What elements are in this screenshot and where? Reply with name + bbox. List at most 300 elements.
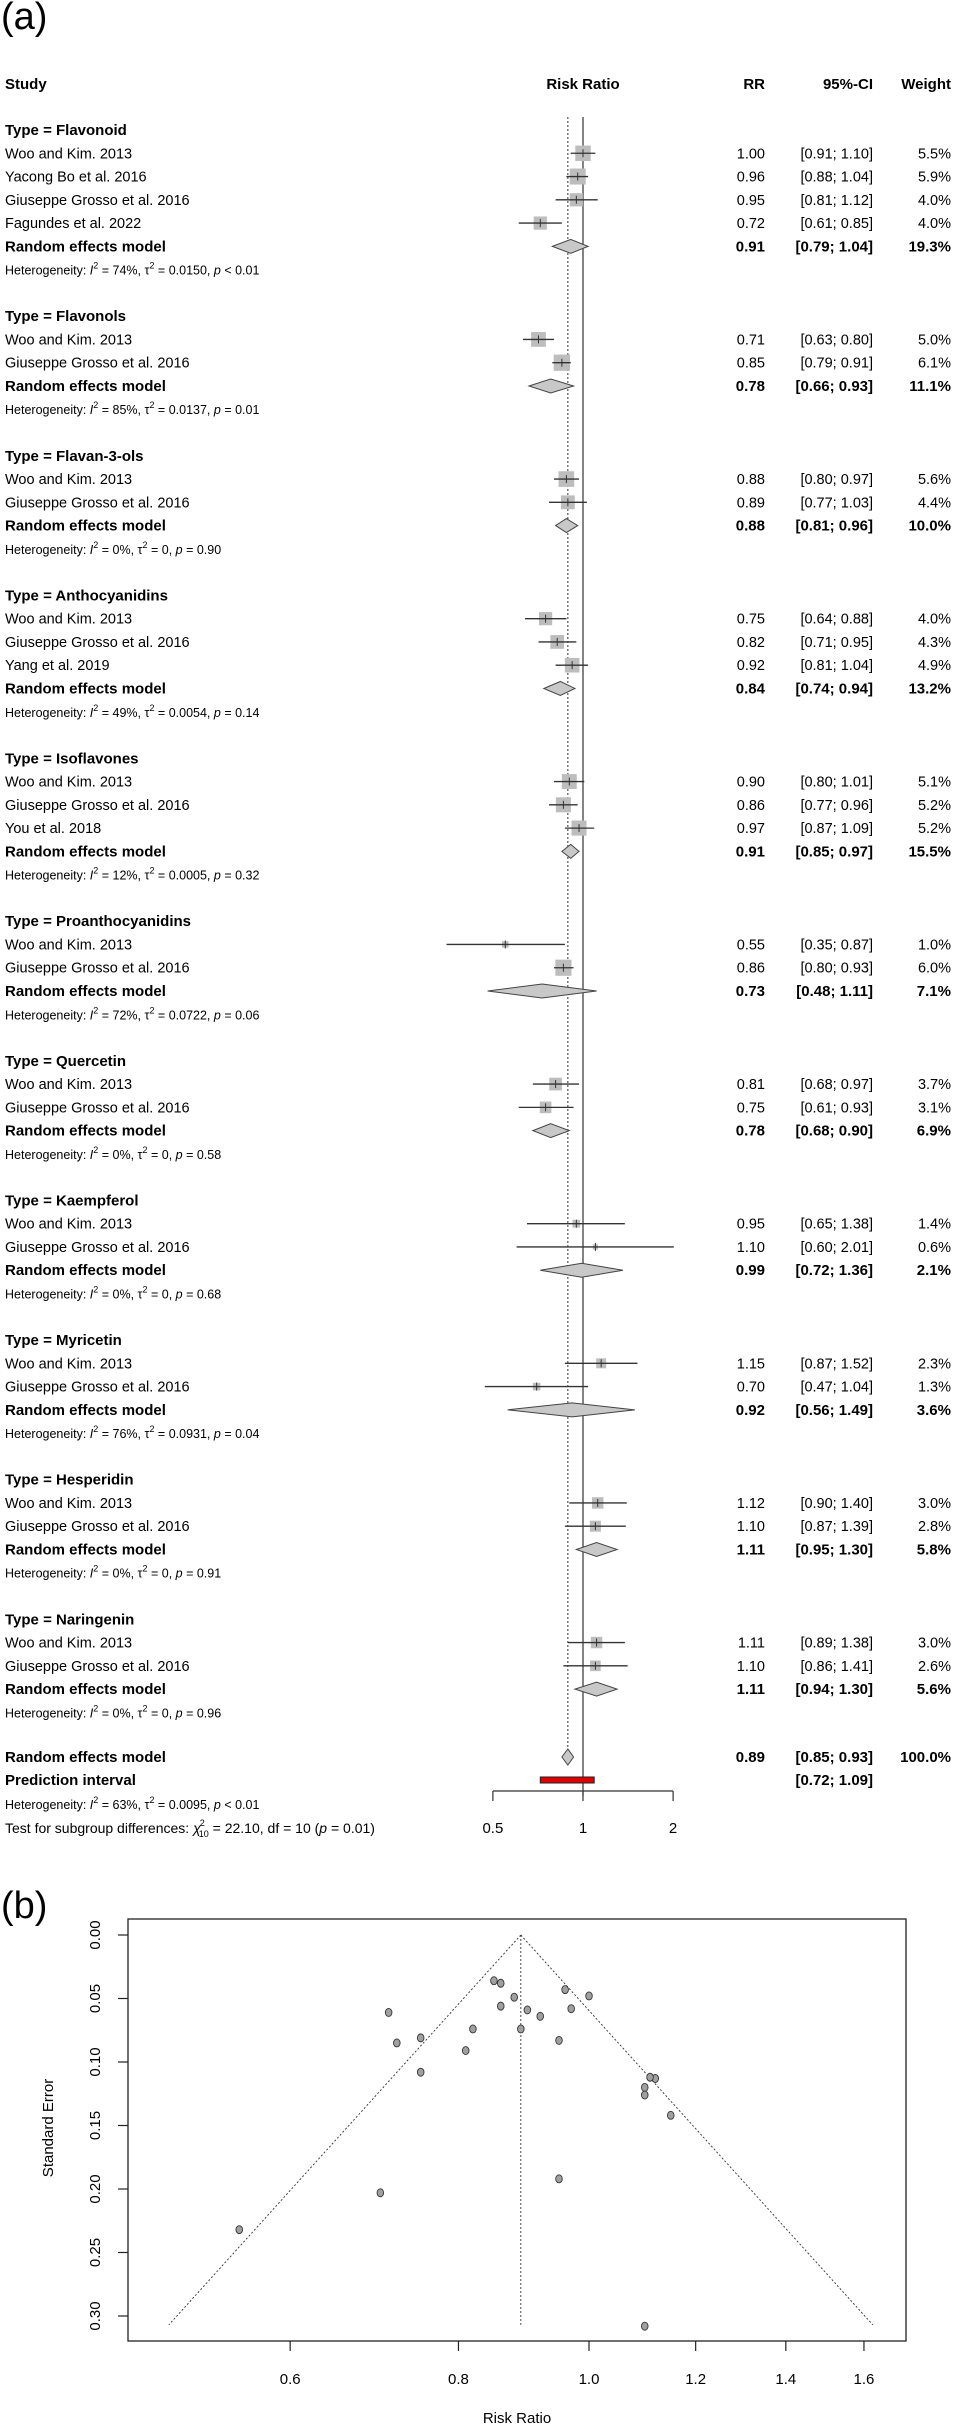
header-rr: RR (743, 76, 765, 93)
subgroup-heterogeneity: Heterogeneity: $I^2 = 0\%$, $\tau^2 = 0$, p = 0.96 (5, 1703, 222, 1721)
study-row (5, 169, 951, 186)
study-rr: 1.12 (736, 1495, 765, 1512)
subgroup-pooled-row (5, 1262, 951, 1279)
funnel-study-point (641, 2091, 648, 2099)
study-row (5, 1100, 951, 1116)
study-name: Woo and Kim. 2013 (5, 1356, 133, 1373)
pooled-label: Random effects model (5, 1122, 166, 1140)
subgroup-heterogeneity: Heterogeneity: $I^2 = 72\%$, $\tau^2 = 0.0722$, p = 0.06 (5, 1005, 260, 1023)
funnel-lines (169, 1935, 873, 2325)
funnel-y-tick-label: 0.05 (87, 1983, 104, 2014)
funnel-study-point (641, 2083, 648, 2091)
study-ci: [0.68; 0.97] (800, 1077, 873, 1094)
study-name: Woo and Kim. 2013 (5, 774, 133, 791)
subgroup-pooled-row (5, 1402, 951, 1419)
study-ci: [0.63; 0.80] (800, 332, 873, 349)
pooled-weight: 5.8% (916, 1541, 951, 1559)
subgroup-heterogeneity: Heterogeneity: $I^2 = 49\%$, $\tau^2 = 0.0054$, p = 0.14 (5, 702, 260, 720)
funnel-plot (40, 1919, 906, 2427)
forest-reference-lines (568, 117, 583, 1796)
subgroup-pooled-row (5, 378, 951, 395)
study-row (5, 937, 951, 953)
funnel-study-point (562, 1986, 569, 1994)
funnel-x-tick-label: 1.4 (775, 2371, 797, 2388)
study-row (5, 821, 951, 838)
study-ci: [0.81; 1.12] (800, 192, 873, 209)
subgroup-header: Type = Myricetin (5, 1332, 122, 1350)
study-rr: 0.95 (736, 192, 765, 209)
pooled-weight: 15.5% (908, 843, 951, 861)
study-row (5, 332, 951, 348)
study-ci: [0.87; 1.39] (800, 1519, 873, 1536)
pooled-diamond (562, 844, 579, 858)
study-weight: 5.2% (917, 797, 951, 814)
study-name: Giuseppe Grosso et al. 2016 (5, 960, 190, 977)
funnel-left-limit (169, 1935, 521, 2325)
overall-heterogeneity: Heterogeneity: $I^2 = 63\%$, $\tau^2 = 0.0095$, p < 0.01 (5, 1795, 260, 1812)
study-ci: [0.86; 1.41] (800, 1658, 873, 1675)
pooled-ci: [0.85; 0.97] (795, 843, 873, 861)
study-weight: 6.1% (917, 355, 951, 372)
funnel-study-point (497, 1979, 504, 1987)
study-name: Woo and Kim. 2013 (5, 1216, 133, 1233)
study-ci: [0.80; 1.01] (800, 774, 873, 791)
study-row (5, 635, 951, 651)
funnel-study-point (641, 2322, 648, 2330)
pooled-rr: 1.11 (736, 1681, 765, 1699)
study-rr: 1.10 (736, 1658, 765, 1675)
study-name: Giuseppe Grosso et al. 2016 (5, 1379, 190, 1396)
subgroup-header: Type = Kaempferol (5, 1192, 139, 1210)
study-ci: [0.88; 1.04] (800, 169, 873, 186)
funnel-x-tick-label: 0.6 (279, 2371, 301, 2388)
study-name: Woo and Kim. 2013 (5, 146, 133, 163)
pooled-ci: [0.95; 1.30] (795, 1541, 873, 1559)
pooled-rr: 0.88 (735, 517, 765, 535)
funnel-x-tick-label: 1.0 (578, 2371, 600, 2388)
study-rr: 1.00 (736, 146, 765, 163)
study-row (5, 1636, 951, 1652)
study-rr: 0.71 (736, 332, 765, 349)
funnel-study-point (667, 2111, 674, 2119)
study-weight: 1.4% (917, 1216, 951, 1233)
pooled-rr: 0.73 (735, 982, 765, 1000)
pooled-diamond (529, 379, 574, 393)
pooled-rr: 0.99 (735, 1262, 765, 1280)
study-name: Giuseppe Grosso et al. 2016 (5, 1658, 190, 1675)
study-row (5, 797, 951, 814)
study-name: Woo and Kim. 2013 (5, 472, 133, 489)
study-row (5, 355, 951, 372)
funnel-study-point (556, 2175, 563, 2183)
study-row (5, 1356, 951, 1372)
forest-overall (5, 1749, 951, 1839)
study-ci: [0.77; 0.96] (800, 797, 873, 814)
header-ci: 95%-CI (822, 76, 873, 93)
subgroup-heterogeneity: Heterogeneity: $I^2 = 85\%$, $\tau^2 = 0.0137$, p = 0.01 (5, 400, 260, 418)
pooled-diamond (544, 681, 575, 695)
pooled-weight: 5.6% (916, 1681, 951, 1699)
study-ci: [0.80; 0.97] (800, 472, 873, 489)
funnel-study-point (537, 2012, 544, 2020)
study-weight: 3.7% (917, 1077, 951, 1094)
study-weight: 0.6% (917, 1239, 951, 1256)
pooled-ci: [0.79; 1.04] (795, 238, 873, 256)
pooled-label: Random effects model (5, 843, 166, 861)
study-name: Giuseppe Grosso et al. 2016 (5, 1100, 190, 1117)
study-rr: 0.86 (736, 797, 765, 814)
funnel-study-point (586, 1992, 593, 2000)
pooled-ci: [0.48; 1.11] (796, 982, 873, 1000)
pooled-ci: [0.68; 0.90] (795, 1122, 873, 1140)
study-row (5, 960, 951, 977)
study-weight: 2.3% (917, 1356, 951, 1373)
study-name: Giuseppe Grosso et al. 2016 (5, 797, 190, 814)
forest-axis-tick-label: 2 (668, 1820, 678, 1837)
study-ci: [0.91; 1.10] (800, 146, 873, 163)
subgroup-pooled-row (5, 680, 951, 697)
subgroup-heterogeneity: Heterogeneity: $I^2 = 74\%$, $\tau^2 = 0.0150$, p < 0.01 (5, 260, 260, 278)
subgroup-naringenin (5, 1611, 951, 1720)
subgroup-heterogeneity: Heterogeneity: $I^2 = 0\%$, $\tau^2 = 0$, p = 0.91 (5, 1563, 222, 1581)
overall-ci: [0.85; 0.93] (795, 1749, 873, 1766)
study-name: Fagundes et al. 2022 (5, 216, 142, 233)
pooled-ci: [0.81; 0.96] (795, 517, 873, 535)
study-row (5, 471, 951, 488)
funnel-study-point (511, 1993, 518, 2001)
funnel-y-tick-label: 0.25 (87, 2237, 104, 2268)
study-ci: [0.65; 1.38] (800, 1216, 873, 1233)
study-rr: 0.82 (736, 634, 765, 651)
funnel-x-tick-label: 1.2 (685, 2371, 707, 2388)
study-name: Woo and Kim. 2013 (5, 1635, 133, 1652)
funnel-x-tick-label: 0.8 (448, 2371, 469, 2388)
subgroup-quercetin (5, 1053, 951, 1162)
funnel-study-point (568, 2005, 575, 2013)
pooled-diamond (488, 984, 597, 998)
pooled-diamond (540, 1263, 623, 1277)
pooled-rr: 0.84 (735, 680, 765, 698)
study-name: Giuseppe Grosso et al. 2016 (5, 1239, 190, 1256)
subgroup-pooled-row (5, 1541, 951, 1558)
study-rr: 0.75 (736, 1100, 765, 1117)
study-weight: 3.0% (917, 1635, 951, 1652)
pooled-label: Random effects model (5, 982, 166, 1000)
subgroup-myricetin (5, 1332, 951, 1441)
study-name: Woo and Kim. 2013 (5, 332, 133, 349)
subgroup-header: Type = Hesperidin (5, 1471, 134, 1489)
study-name: Woo and Kim. 2013 (5, 1077, 133, 1094)
funnel-points (236, 1977, 674, 2330)
funnel-study-point (470, 2025, 477, 2033)
study-row (5, 774, 951, 790)
study-ci: [0.87; 1.52] (800, 1356, 873, 1373)
header-study: Study (5, 76, 47, 93)
study-rr: 1.11 (737, 1635, 765, 1652)
funnel-frame (128, 1919, 906, 2341)
subgroup-proanthocyanidins (5, 913, 951, 1022)
subgroup-flavonols (5, 308, 951, 417)
subgroup-pooled-row (5, 843, 951, 860)
pooled-label: Random effects model (5, 680, 166, 698)
study-name: Giuseppe Grosso et al. 2016 (5, 495, 190, 512)
study-name: You et al. 2018 (5, 821, 102, 838)
study-row (5, 495, 951, 511)
study-rr: 0.75 (736, 611, 765, 628)
study-rr: 1.15 (736, 1356, 765, 1373)
subgroup-test: Test for subgroup differences: χ2 10 = 22.10, df = 10 (p = 0.01) (5, 1818, 375, 1839)
study-weight: 4.4% (917, 495, 951, 512)
overall-rr: 0.89 (735, 1749, 765, 1766)
subgroup-heterogeneity: Heterogeneity: $I^2 = 0\%$, $\tau^2 = 0$, p = 0.68 (5, 1284, 222, 1302)
subgroup-hesperidin (5, 1472, 951, 1581)
study-rr: 0.96 (736, 169, 765, 186)
forest-x-axis (482, 1791, 677, 1837)
study-ci: [0.71; 0.95] (800, 634, 873, 651)
study-weight: 5.1% (917, 774, 951, 791)
study-ci: [0.81; 1.04] (800, 658, 873, 675)
funnel-study-point (647, 2073, 654, 2081)
study-weight: 4.0% (917, 216, 951, 233)
study-weight: 4.0% (917, 192, 951, 209)
pooled-weight: 13.2% (908, 680, 951, 698)
study-weight: 1.0% (917, 937, 951, 954)
pooled-ci: [0.94; 1.30] (795, 1681, 873, 1699)
study-row (5, 1496, 951, 1512)
study-rr: 0.72 (736, 216, 765, 233)
panel-a-label: (a) (1, 0, 48, 38)
study-row (5, 1077, 951, 1093)
pooled-weight: 7.1% (916, 982, 951, 1000)
study-row (5, 216, 951, 232)
forest-rows (5, 122, 951, 1720)
study-ci: [0.90; 1.40] (800, 1495, 873, 1512)
subgroup-flavan-3-ols (5, 448, 951, 557)
forest-axis-tick-label: 0.5 (482, 1820, 504, 1837)
study-name: Woo and Kim. 2013 (5, 611, 133, 628)
funnel-axes (40, 1920, 874, 2427)
subgroup-header: Type = Flavan-3-ols (5, 447, 144, 465)
study-name: Woo and Kim. 2013 (5, 1495, 133, 1512)
study-rr: 0.95 (736, 1216, 765, 1233)
subgroup-header: Type = Proanthocyanidins (5, 913, 192, 931)
study-ci: [0.64; 0.88] (800, 611, 873, 628)
funnel-y-tick-label: 0.20 (87, 2174, 104, 2204)
study-ci: [0.61; 0.93] (800, 1100, 873, 1117)
subgroup-heterogeneity: Heterogeneity: $I^2 = 12\%$, $\tau^2 = 0.0005$, p = 0.32 (5, 865, 260, 883)
subgroup-pooled-row (5, 1123, 951, 1140)
study-ci: [0.80; 0.93] (800, 960, 873, 977)
study-weight: 5.6% (917, 472, 951, 489)
study-rr: 0.97 (736, 821, 765, 838)
study-row (5, 612, 951, 628)
funnel-study-point (491, 1977, 498, 1985)
pooled-weight: 11.1% (909, 377, 951, 395)
pooled-label: Random effects model (5, 377, 166, 395)
funnel-plot-frame (128, 1919, 906, 2341)
study-weight: 4.3% (917, 634, 951, 651)
funnel-y-tick-label: 0.10 (87, 2047, 104, 2077)
funnel-y-tick-label: 0.15 (87, 2110, 104, 2141)
funnel-study-point (524, 2006, 531, 2014)
pooled-rr: 0.91 (735, 843, 765, 861)
study-name: Giuseppe Grosso et al. 2016 (5, 1519, 190, 1536)
funnel-study-point (385, 2008, 392, 2016)
study-row (5, 1659, 951, 1675)
study-name: Giuseppe Grosso et al. 2016 (5, 192, 190, 209)
subgroup-header: Type = Flavonoid (5, 122, 127, 139)
pooled-label: Random effects model (5, 1681, 166, 1699)
study-row (5, 1217, 951, 1233)
funnel-x-tick-label: 1.6 (853, 2371, 875, 2388)
study-rr: 1.10 (736, 1519, 765, 1536)
pooled-diamond (575, 1682, 617, 1696)
study-ci: [0.60; 2.01] (800, 1239, 873, 1256)
pooled-label: Random effects model (5, 238, 166, 256)
overall-weight: 100.0% (900, 1749, 951, 1766)
study-ci: [0.87; 1.09] (800, 821, 873, 838)
study-weight: 6.0% (917, 960, 951, 977)
subgroup-isoflavones (5, 750, 951, 882)
subgroup-header: Type = Quercetin (5, 1052, 127, 1070)
study-rr: 0.85 (736, 355, 765, 372)
panel-b-label: (b) (1, 1885, 48, 1927)
pooled-weight: 2.1% (916, 1262, 951, 1280)
subgroup-pooled-row (5, 238, 951, 255)
pooled-rr: 0.92 (735, 1401, 765, 1419)
pooled-weight: 6.9% (916, 1122, 951, 1140)
funnel-study-point (518, 2025, 525, 2033)
study-rr: 0.88 (736, 472, 765, 489)
pooled-label: Random effects model (5, 1262, 166, 1280)
study-row (5, 193, 951, 209)
study-ci: [0.79; 0.91] (800, 355, 873, 372)
study-ci: [0.77; 1.03] (800, 495, 873, 512)
study-row (5, 1519, 951, 1535)
forest-plot (5, 76, 951, 1839)
study-rr: 0.70 (736, 1379, 765, 1396)
subgroup-pooled-row (5, 518, 951, 535)
subgroup-heterogeneity: Heterogeneity: $I^2 = 0\%$, $\tau^2 = 0$, p = 0.90 (5, 539, 222, 557)
study-weight: 5.0% (917, 332, 951, 349)
subgroup-pooled-row (5, 983, 951, 1000)
subgroup-flavonoid (5, 122, 951, 278)
pooled-label: Random effects model (5, 1541, 166, 1559)
study-weight: 4.0% (917, 611, 951, 628)
pooled-label: Random effects model (5, 1401, 166, 1419)
study-weight: 5.2% (917, 821, 951, 838)
study-rr: 1.10 (736, 1239, 765, 1256)
study-name: Woo and Kim. 2013 (5, 937, 133, 954)
pooled-weight: 10.0% (908, 517, 951, 535)
study-ci: [0.35; 0.87] (800, 937, 873, 954)
study-name: Yacong Bo et al. 2016 (5, 169, 147, 186)
study-ci: [0.61; 0.85] (800, 216, 873, 233)
pooled-weight: 3.6% (916, 1401, 951, 1419)
subgroup-header: Type = Anthocyanidins (5, 587, 168, 605)
subgroup-anthocyanidins (5, 587, 951, 719)
study-ci: [0.47; 1.04] (800, 1379, 873, 1396)
subgroup-kaempferol (5, 1192, 951, 1301)
funnel-y-tick-label: 0.30 (87, 2301, 104, 2331)
funnel-x-axis-title: Risk Ratio (482, 2410, 552, 2427)
study-rr: 0.92 (736, 658, 765, 675)
funnel-study-point (556, 2036, 563, 2044)
subgroup-heterogeneity: Heterogeneity: $I^2 = 0\%$, $\tau^2 = 0$, p = 0.58 (5, 1144, 222, 1162)
study-weight: 2.6% (917, 1658, 951, 1675)
pooled-rr: 0.78 (735, 377, 765, 395)
pooled-diamond (533, 1124, 569, 1138)
subgroup-header: Type = Naringenin (5, 1611, 135, 1629)
pooled-ci: [0.74; 0.94] (795, 680, 873, 698)
pooled-ci: [0.56; 1.49] (795, 1401, 873, 1419)
funnel-study-point (394, 2039, 401, 2047)
study-weight: 3.1% (917, 1100, 951, 1117)
subgroup-header: Type = Flavonols (5, 308, 127, 326)
study-weight: 1.3% (917, 1379, 951, 1396)
header-risk-ratio: Risk Ratio (546, 76, 620, 93)
study-rr: 0.89 (736, 495, 765, 512)
study-row (5, 658, 951, 674)
funnel-study-point (236, 2226, 243, 2234)
prediction-interval-bar (540, 1777, 594, 1783)
subgroup-heterogeneity: Heterogeneity: $I^2 = 76\%$, $\tau^2 = 0.0931$, p = 0.04 (5, 1424, 260, 1442)
study-name: Giuseppe Grosso et al. 2016 (5, 634, 190, 651)
funnel-right-limit (521, 1935, 873, 2325)
study-rr: 0.86 (736, 960, 765, 977)
funnel-study-point (417, 2034, 424, 2042)
subgroup-header: Type = Isoflavones (5, 750, 139, 768)
prediction-interval-label: Prediction interval (5, 1772, 136, 1789)
study-rr: 0.81 (736, 1077, 765, 1094)
funnel-study-point (462, 2047, 469, 2055)
funnel-y-tick-label: 0.00 (87, 1920, 104, 1950)
pooled-diamond (508, 1403, 635, 1417)
study-name: Yang et al. 2019 (5, 658, 110, 675)
funnel-study-point (497, 2002, 504, 2010)
study-ci: [0.89; 1.38] (800, 1635, 873, 1652)
overall-diamond (562, 1749, 574, 1765)
study-weight: 4.9% (917, 658, 951, 675)
study-weight: 3.0% (917, 1495, 951, 1512)
overall-label: Random effects model (5, 1749, 166, 1766)
study-row (5, 1380, 951, 1396)
study-rr: 0.90 (736, 774, 765, 791)
forest-axis-tick-label: 1 (578, 1820, 588, 1837)
pooled-rr: 0.78 (735, 1122, 765, 1140)
pooled-ci: [0.72; 1.36] (795, 1262, 873, 1280)
pooled-ci: [0.66; 0.93] (795, 377, 873, 395)
study-weight: 5.5% (917, 146, 951, 163)
pooled-rr: 0.91 (735, 238, 765, 256)
header-weight: Weight (901, 76, 951, 93)
subgroup-pooled-row (5, 1681, 951, 1698)
pooled-weight: 19.3% (908, 238, 951, 256)
funnel-study-point (417, 2068, 424, 2076)
funnel-y-axis-title: Standard Error (40, 2078, 57, 2178)
study-weight: 5.9% (917, 169, 951, 186)
study-row (5, 1240, 951, 1256)
study-row (5, 146, 951, 163)
pooled-label: Random effects model (5, 517, 166, 535)
pooled-rr: 1.11 (736, 1541, 765, 1559)
prediction-interval-ci: [0.72; 1.09] (795, 1772, 873, 1789)
funnel-study-point (377, 2189, 384, 2197)
study-rr: 0.55 (736, 937, 765, 954)
study-name: Giuseppe Grosso et al. 2016 (5, 355, 190, 372)
pooled-diamond (556, 519, 578, 533)
study-weight: 2.8% (917, 1519, 951, 1536)
